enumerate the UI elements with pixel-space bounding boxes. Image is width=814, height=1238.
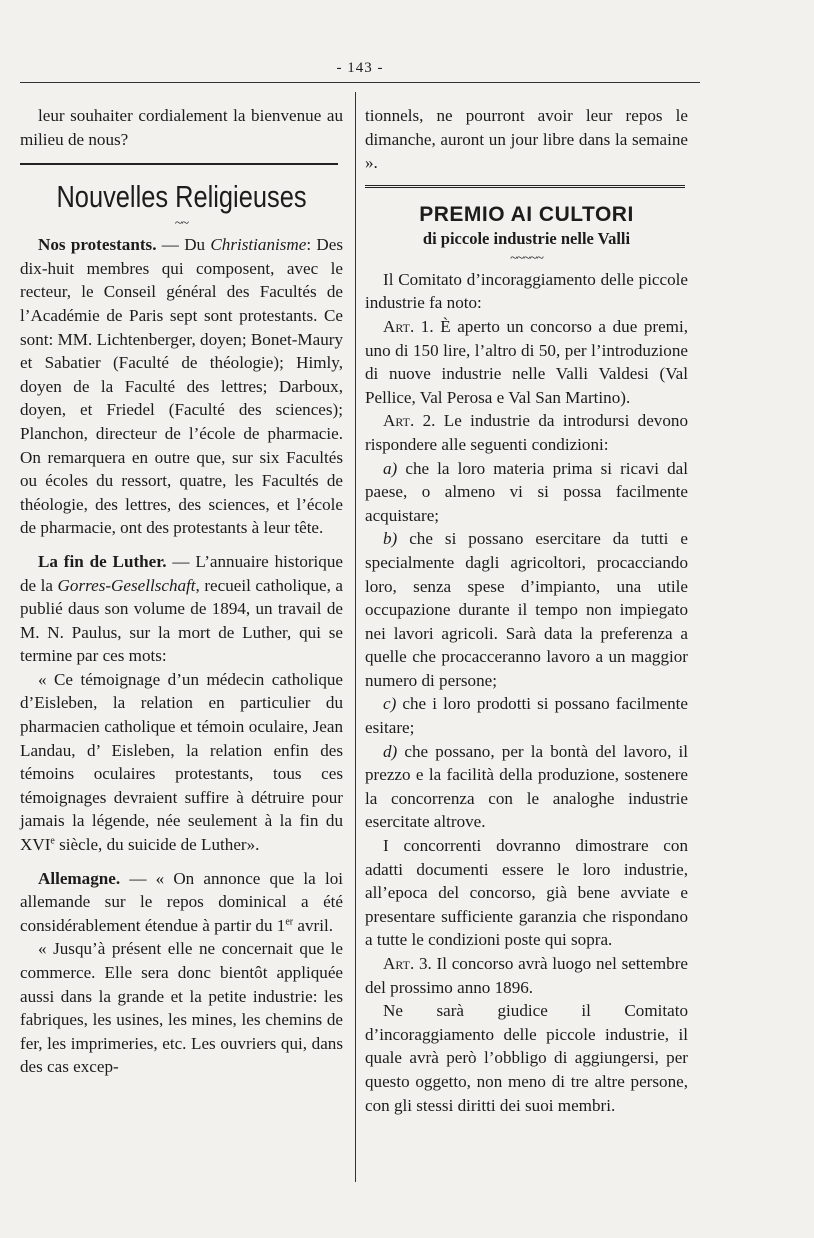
text-span: È aperto un concorso a due premi, uno di 150 lire, l’altro di 50, per l’introduzione di nuove industrie nelle Valli Valdesi (Val Pellice, Val Perosa e Val San Martino).	[365, 316, 688, 407]
text-span: Le industrie da introdursi devono rispondere alle seguenti condizioni:	[365, 411, 688, 454]
text-span: — Du	[156, 235, 211, 255]
paragraph-concorrenti: I concorrenti dovranno dimostrare con adatti documenti essere le loro industrie, all’epoca del concorso, già bene avviate e presentare sufficiente garanzia che rispondano a tutte le condizioni poste qui sopra.	[365, 836, 688, 950]
superscript: e	[50, 835, 55, 847]
spacer	[20, 540, 343, 550]
paragraph-luther-quote	[20, 668, 343, 857]
article-2	[365, 409, 688, 456]
paragraph-fin-de-luther	[20, 550, 343, 668]
paragraph-giudice: Ne sarà giudice il Comitato d’incoraggiamento delle piccole industrie, il quale avrà però l’obbligo di aggiungersi, per questo oggetto, non meno di tre altre persone, con gli stessi diritti dei suoi membri.	[365, 1001, 688, 1115]
text-span: che possano, per la bontà del lavoro, il prezzo e la facilità della produzione, sostenere la concorrenza con le analoghe industrie esercitate altrove.	[365, 741, 688, 832]
condition-c	[365, 692, 688, 739]
source-christianisme: Christianisme	[210, 235, 307, 255]
spacer	[20, 857, 343, 867]
section-subtitle: di piccole industrie nelle Valli	[422, 228, 631, 248]
paragraph-nos-protestants	[20, 233, 343, 540]
heading-allemagne: Allemagne.	[38, 868, 121, 888]
text-span: che i loro prodotti si possano facilmente esitare;	[365, 694, 688, 738]
article-label: Art. 2.	[383, 411, 436, 431]
text-span: « Ce témoignage d’un médecin catholique d’Eisleben, la relation en particulier du pharmacien catholique et témoin oculaire, Jean Landau, d’ Eisleben, la relation enfin des témoins oculaires protestants, tous ces témoignages devraient suffire à détruire pour jamais la légende, née seulement à la fin du XVI	[20, 669, 343, 855]
text-span: Il concorso avrà luogo nel settembre del prossimo anno 1896.	[365, 954, 689, 997]
right-column	[365, 104, 688, 1117]
condition-b	[365, 527, 688, 692]
condition-d	[365, 740, 688, 834]
paragraph-allemagne	[20, 867, 343, 938]
condition-a	[365, 457, 688, 528]
paragraph-comitato: Il Comitato d’incoraggiamento delle piccole industrie fa noto:	[365, 269, 688, 313]
article-label: Art. 3.	[383, 954, 432, 973]
text-span: : Des dix-huit membres qui composent, avec le recteur, le Conseil général des Facultés de l’Académie de Paris sept sont protestants. Ce sont: MM. Lichtenberger, doyen; Bonet-Maury et Sabatier (Faculté de théologie); Himly, doyen de la Faculté des lettres; Darboux, doyen, et Friedel (Faculté des sciences); Planchon, directeur de l’école de pharmacie. On remarquera en outre que, sur six Facultés ou écoles du ressort, quatre, les Facultés de théologie, des lettres, des sciences, et l’école de pharmacie, ont des protestants à leur tête.	[20, 235, 343, 538]
paragraph-allemagne-quote: « Jusqu’à présent elle ne concernait que le commerce. Elle sera donc bientôt appliquée aussi dans la grande et la petite industrie: les fabriques, les usines, les mines, les chemins de fer, les imprimeries, etc. Les ouvriers qui, dans des cas excep-	[20, 939, 343, 1077]
title-ornament: ~~	[174, 216, 189, 232]
article-1	[365, 315, 688, 409]
text-span: che si possano esercitare da tutti e specialmente dagli agricoltori, procacciando loro, senza spese d’impianto, una utile occupazione durante il tempo non impiegato nei lavori agricoli. Sarà data la preferenza a quelle che procacceranno lavoro a un maggior numero di persone;	[365, 529, 688, 690]
right-section-rule	[365, 185, 685, 188]
condition-label: b)	[383, 529, 398, 549]
article-3	[365, 952, 688, 999]
left-section-rule	[20, 163, 338, 165]
left-intro: leur souhaiter cordialement la bienvenue au milieu de nous?	[20, 106, 343, 149]
superscript: er	[285, 916, 294, 928]
top-rule	[20, 82, 700, 83]
article-label: Art. 1.	[383, 316, 434, 336]
condition-label: a)	[383, 458, 398, 478]
section-title-premio: PREMIO AI CULTORI	[419, 202, 634, 226]
text-span: avril.	[293, 915, 333, 935]
condition-label: c)	[383, 694, 397, 714]
column-divider	[355, 92, 356, 1182]
text-span: — L’annuaire historique de la	[20, 551, 343, 595]
condition-label: d)	[383, 741, 398, 761]
source-gorres-gesellschaft: Gorres-Gesellschaft	[57, 575, 196, 595]
right-intro: tionnels, ne pourront avoir leur repos le dimanche, auront un jour libre dans la semaine ».	[365, 106, 688, 173]
text-span: — « On annonce que la loi allemande sur le repos dominical a été considérablement étendue à partir du 1	[20, 868, 343, 935]
text-span: , recueil catholique, a publié daus son volume de 1894, un travail de M. N. Paulus, sur la mort de Luther, qui se termine par ces mots:	[20, 575, 343, 666]
text-span: che la loro materia prima si ricavi dal paese, o almeno vi si possa facilmente acquistare;	[365, 458, 688, 525]
title-ornament: ~~~~~	[510, 250, 543, 266]
section-title-nouvelles-religieuses: Nouvelles Religieuses	[56, 179, 307, 215]
text-span: siècle, du suicide de Luther».	[54, 835, 260, 855]
heading-nos-protestants: Nos protestants.	[38, 235, 157, 255]
left-column	[20, 104, 343, 1079]
heading-fin-de-luther: La fin de Luther.	[38, 551, 167, 571]
page-number: - 143 -	[336, 60, 384, 76]
